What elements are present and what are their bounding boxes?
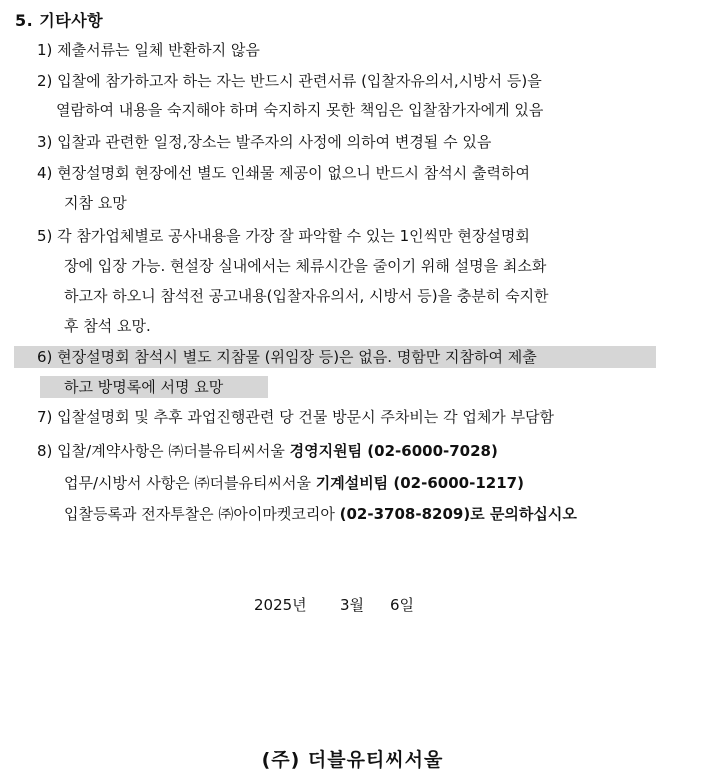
item-8-line-2-text: 업무/시방서 사항은 ㈜더블유티씨서울 (64, 474, 316, 492)
item-7: 7) 입찰설명회 및 추후 과업진행관련 당 건물 방문시 주차비는 각 업체가 부담함 (37, 408, 555, 426)
item-4-line-2: 지참 요망 (64, 194, 127, 212)
date-month: 3월 (340, 596, 365, 614)
item-6-line-2: 하고 방명록에 서명 요망 (64, 378, 224, 396)
item-8-line-3 (64, 503, 577, 525)
date-day: 6일 (390, 596, 415, 614)
item-6-line-1: 6) 현장설명회 참석시 별도 지참물 (위임장 등)은 없음. 명함만 지참하여 제출 (37, 348, 537, 366)
item-8-line-1-text: 8) 입찰/계약사항은 ㈜더블유티씨서울 (37, 442, 290, 460)
item-8-line-1 (37, 440, 498, 462)
item-5-line-1: 5) 각 참가업체별로 공사내용을 가장 잘 파악할 수 있는 1인씩만 현장설명회 (37, 227, 530, 245)
item-8-line-3-text: 입찰등록과 전자투찰은 ㈜아이마켓코리아 (64, 505, 340, 523)
item-1: 1) 제출서류는 일체 반환하지 않음 (37, 41, 260, 59)
item-3: 3) 입찰과 관련한 일정,장소는 발주자의 사정에 의하여 변경될 수 있음 (37, 133, 492, 151)
item-4-line-1: 4) 현장설명회 현장에선 별도 인쇄물 제공이 없으니 반드시 참석시 출력하여 (37, 164, 531, 182)
item-5-line-2: 장에 입장 가능. 현설장 실내에서는 체류시간을 줄이기 위해 설명을 최소화 (64, 257, 547, 275)
date-year: 2025년 (254, 596, 307, 614)
item-5-line-3: 하고자 하오니 참석전 공고내용(입찰자유의서, 시방서 등)을 충분히 숙지한 (64, 287, 549, 305)
item-8-line-2-contact: 기계설비팀 (02-6000-1217) (315, 474, 524, 492)
item-2-line-2: 열람하여 내용을 숙지해야 하며 숙지하지 못한 책임은 입찰참가자에게 있음 (56, 101, 544, 119)
item-2-line-1: 2) 입찰에 참가하고자 하는 자는 반드시 관련서류 (입찰자유의서,시방서 등)을 (37, 72, 542, 90)
item-8-line-1-contact: 경영지원팀 (02-6000-7028) (289, 442, 498, 460)
item-5-line-4: 후 참석 요망. (64, 317, 151, 335)
item-8-line-2 (64, 472, 524, 494)
footer-company-name: (주) 더블유티씨서울 (261, 749, 444, 771)
section-title: 5. 기타사항 (15, 11, 104, 30)
item-8-line-3-contact: (02-3708-8209)로 문의하십시오 (339, 505, 577, 523)
